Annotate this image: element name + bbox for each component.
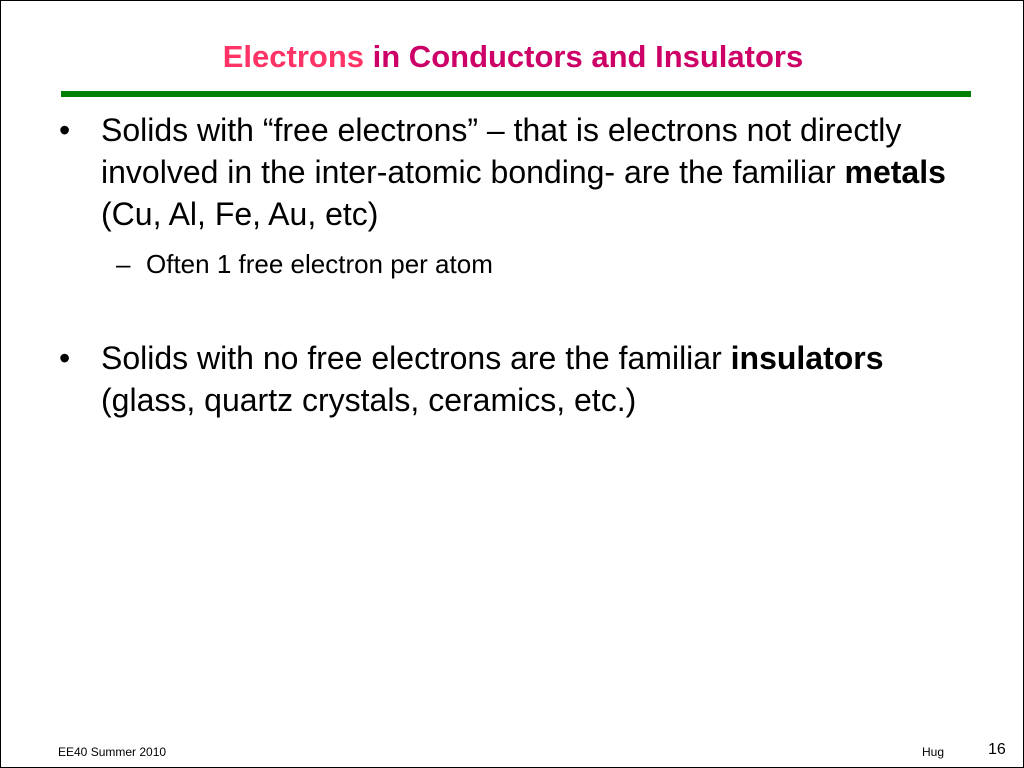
bullet-text-bold: metals	[844, 154, 946, 190]
title-divider	[61, 91, 971, 97]
title-part-2: in Conductors and Insulators	[364, 39, 804, 74]
bullet-text-post: (glass, quartz crystals, ceramics, etc.)	[101, 382, 637, 418]
bullet-text-pre: Solids with no free electrons are the familiar	[101, 340, 731, 376]
slide-title	[1, 37, 1024, 77]
bullet-marker: •	[59, 112, 71, 148]
sub-bullet-text: Often 1 free electron per atom	[146, 249, 493, 279]
page-number: 16	[988, 741, 1006, 758]
bullet-metals	[59, 109, 981, 235]
footer-author: Hug	[922, 745, 945, 759]
sub-bullet-marker: –	[116, 249, 131, 279]
bullet-text-post: (Cu, Al, Fe, Au, etc)	[101, 196, 379, 232]
sub-bullet-free-electron	[116, 247, 966, 281]
bullet-text-bold: insulators	[730, 340, 884, 376]
title-part-1: Electrons	[222, 39, 365, 74]
footer-course: EE40 Summer 2010	[58, 745, 167, 759]
bullet-insulators	[59, 337, 981, 421]
bullet-marker: •	[59, 340, 71, 376]
bullet-text-pre: Solids with “free electrons” – that is electrons not directly involved in the inter-atomic bonding- are the familiar	[101, 112, 902, 190]
